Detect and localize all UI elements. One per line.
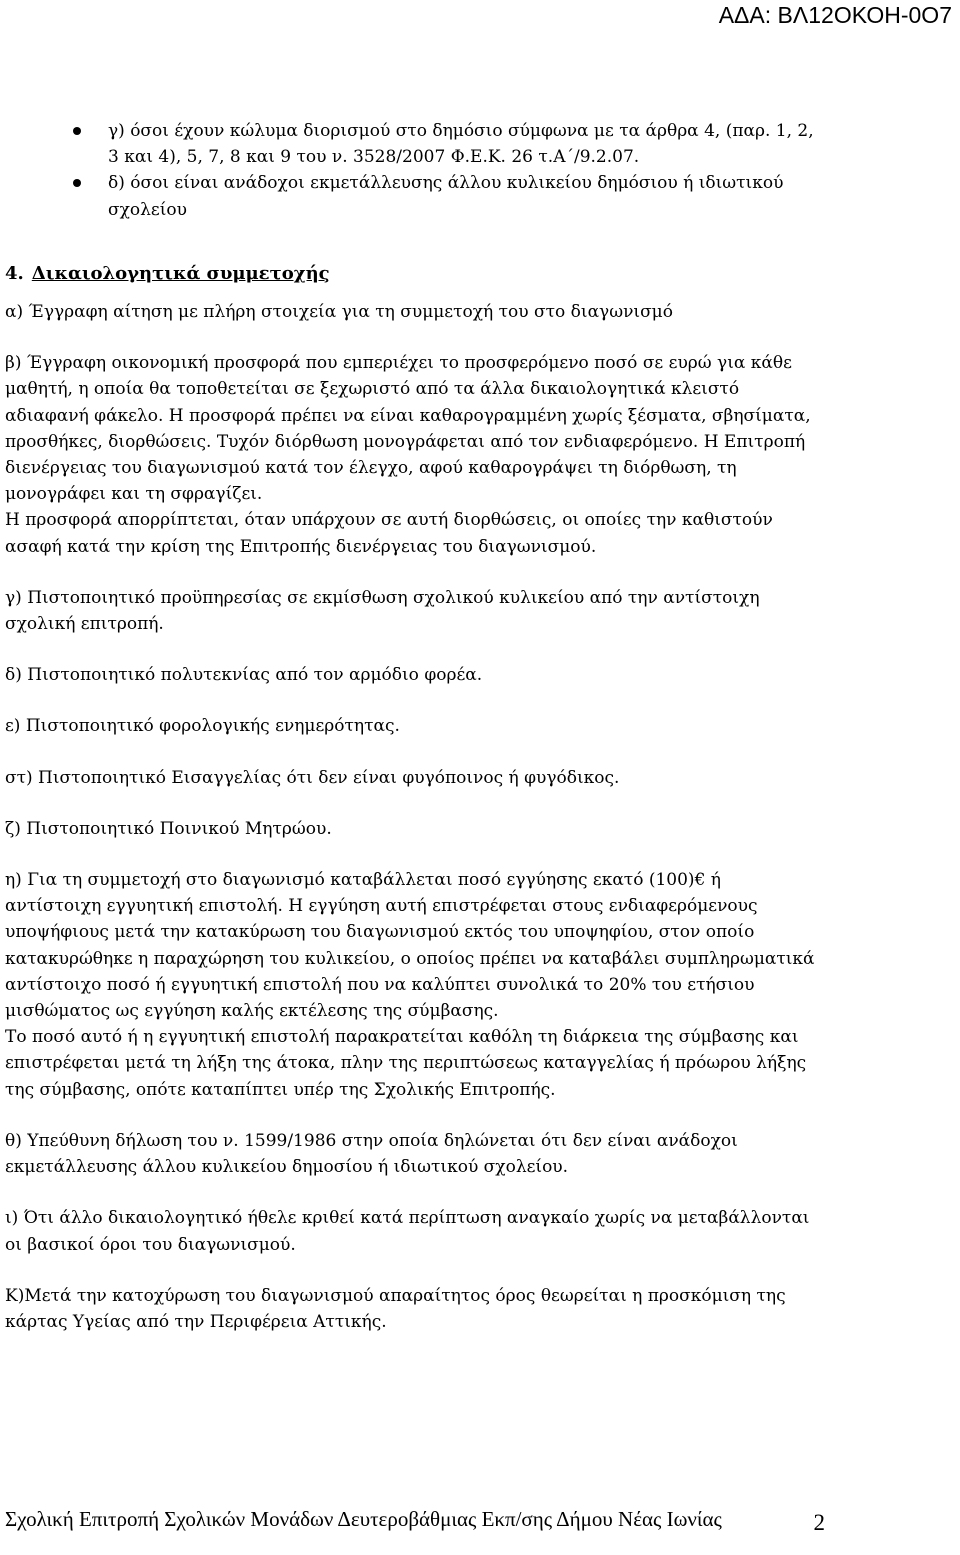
bullet-icon	[73, 179, 81, 187]
ada-code: ΑΔΑ: ΒΛ12ΟΚΟΗ-0Ο7	[718, 2, 952, 28]
paragraph-c: γ) Πιστοποιητικό προϋπηρεσίας σε εκμίσθωση σχολικού κυλικείου από την αντίστοιχη σχολική επιτροπή.	[5, 587, 760, 635]
page-footer	[5, 1507, 825, 1535]
paragraph-i: ι) Ότι άλλο δικαιολογητικό ήθελε κριθεί κατά περίπτωση αναγκαίο χωρίς να μεταβάλλονται οι βασικοί όροι του διαγωνισμού.	[5, 1208, 810, 1255]
paragraph-h: η) Για τη συμμετοχή στο διαγωνισμό καταβάλλεται ποσό εγγύησης εκατό (100)€ ή αντίστοιχη εγγυητική επιστολή. Η εγγύηση αυτή επιστρέφεται στους ενδιαφερόμενους υποψήφιους μετά την κατακύρωση του διαγωνισμού εκτός του υποψηφίου, στον οποίο κατακυρώθηκε η παραχώρηση του κυλικείου, ο οποίος πρέπει να καταβάλει συμπληρωματικά αντίστοιχο ποσό ή εγγυητική επιστολή που να καλύπτει συνολικά το 20% του ετήσιου μισθώματος ως εγγύηση καλής εκτέλεσης της σύμβασης.	[5, 870, 815, 1022]
bullet-list	[5, 118, 820, 223]
list-item	[108, 170, 820, 222]
section-heading	[5, 261, 820, 287]
list-item-text: γ) όσοι έχουν κώλυμα διορισμού στο δημόσιο σύμφωνα με τα άρθρα 4, (παρ. 1, 2, 3 και 4), 5, 7, 8 και 9 του ν. 3528/2007 Φ.Ε.Κ. 26 τ.Α΄/9.2.07.	[108, 121, 814, 168]
footer-text: Σχολική Επιτροπή Σχολικών Μονάδων Δευτεροβάθμιας Εκπ/σης Δήμου Νέας Ιωνίας	[5, 1507, 722, 1531]
paragraph-d: δ) Πιστοποιητικό πολυτεκνίας από τον αρμόδιο φορέα.	[5, 665, 483, 686]
paragraph-z: ζ) Πιστοποιητικό Ποινικού Μητρώου.	[5, 818, 332, 839]
paragraph-k: Κ)Μετά την κατοχύρωση του διαγωνισμού απαραίτητος όρος θεωρείται η προσκόμιση της κάρτας Υγείας από την Περιφέρεια Αττικής.	[5, 1285, 786, 1332]
paragraph-b: β) Έγγραφη οικονομική προσφορά που εμπεριέχει το προσφερόμενο ποσό σε ευρώ για κάθε μαθητή, η οποία θα τοποθετείται σε ξεχωριστό από τα άλλα δικαιολογητικά κλειστό αδιαφανή φάκελο. Η προσφορά πρέπει να είναι καθαρογραμμένη χωρίς ξέσματα, σβησίματα, προσθήκες, διορθώσεις. Τυχόν διόρθωση μονογράφεται από τον ενδιαφερόμενο. Η Επιτροπή διενέργειας του διαγωνισμού κατά τον έλεγχο, αφού καθαρογράψει τη διόρθωση, τη μονογράφει και τη σφραγίζει.	[5, 353, 811, 505]
section-title: Δικαιολογητικά συμμετοχής	[31, 262, 330, 284]
paragraph-a: α) Έγγραφη αίτηση με πλήρη στοιχεία για τη συμμετοχή του στο διαγωνισμό	[5, 302, 673, 323]
paragraph-h-continued: Το ποσό αυτό ή η εγγυητική επιστολή παρακρατείται καθόλη τη διάρκεια της σύμβασης και επιστρέφεται μετά τη λήξη της άτοκα, πλην της περιπτώσεως καταγγελίας ή πρόωρου λήξης της σύμβασης, οπότε καταπίπτει υπέρ της Σχολικής Επιτροπής.	[5, 1027, 807, 1100]
section-number: 4.	[5, 262, 24, 284]
paragraph-st: στ) Πιστοποιητικό Εισαγγελίας ότι δεν είναι φυγόποινος ή φυγόδικος.	[5, 767, 620, 788]
paragraph-th: θ) Υπεύθυνη δήλωση του ν. 1599/1986 στην οποία δηλώνεται ότι δεν είναι ανάδοχοι εκμετάλλευσης άλλου κυλικείου δημοσίου ή ιδιωτικού σχολείου.	[5, 1130, 738, 1178]
list-item-text: δ) όσοι είναι ανάδοχοι εκμετάλλευσης άλλου κυλικείου δημόσιου ή ιδιωτικού σχολείου	[108, 173, 784, 220]
paragraph-e: ε) Πιστοποιητικό φορολογικής ενημερότητας.	[5, 716, 400, 737]
bullet-icon	[73, 127, 81, 135]
page-number: 2	[813, 1510, 825, 1535]
paragraph-b-continued: Η προσφορά απορρίπτεται, όταν υπάρχουν σε αυτή διορθώσεις, οι οποίες την καθιστούν ασαφή κατά την κρίση της Επιτροπής διενέργειας του διαγωνισμού.	[5, 510, 773, 557]
list-item	[108, 118, 820, 170]
document-body	[5, 118, 820, 1360]
